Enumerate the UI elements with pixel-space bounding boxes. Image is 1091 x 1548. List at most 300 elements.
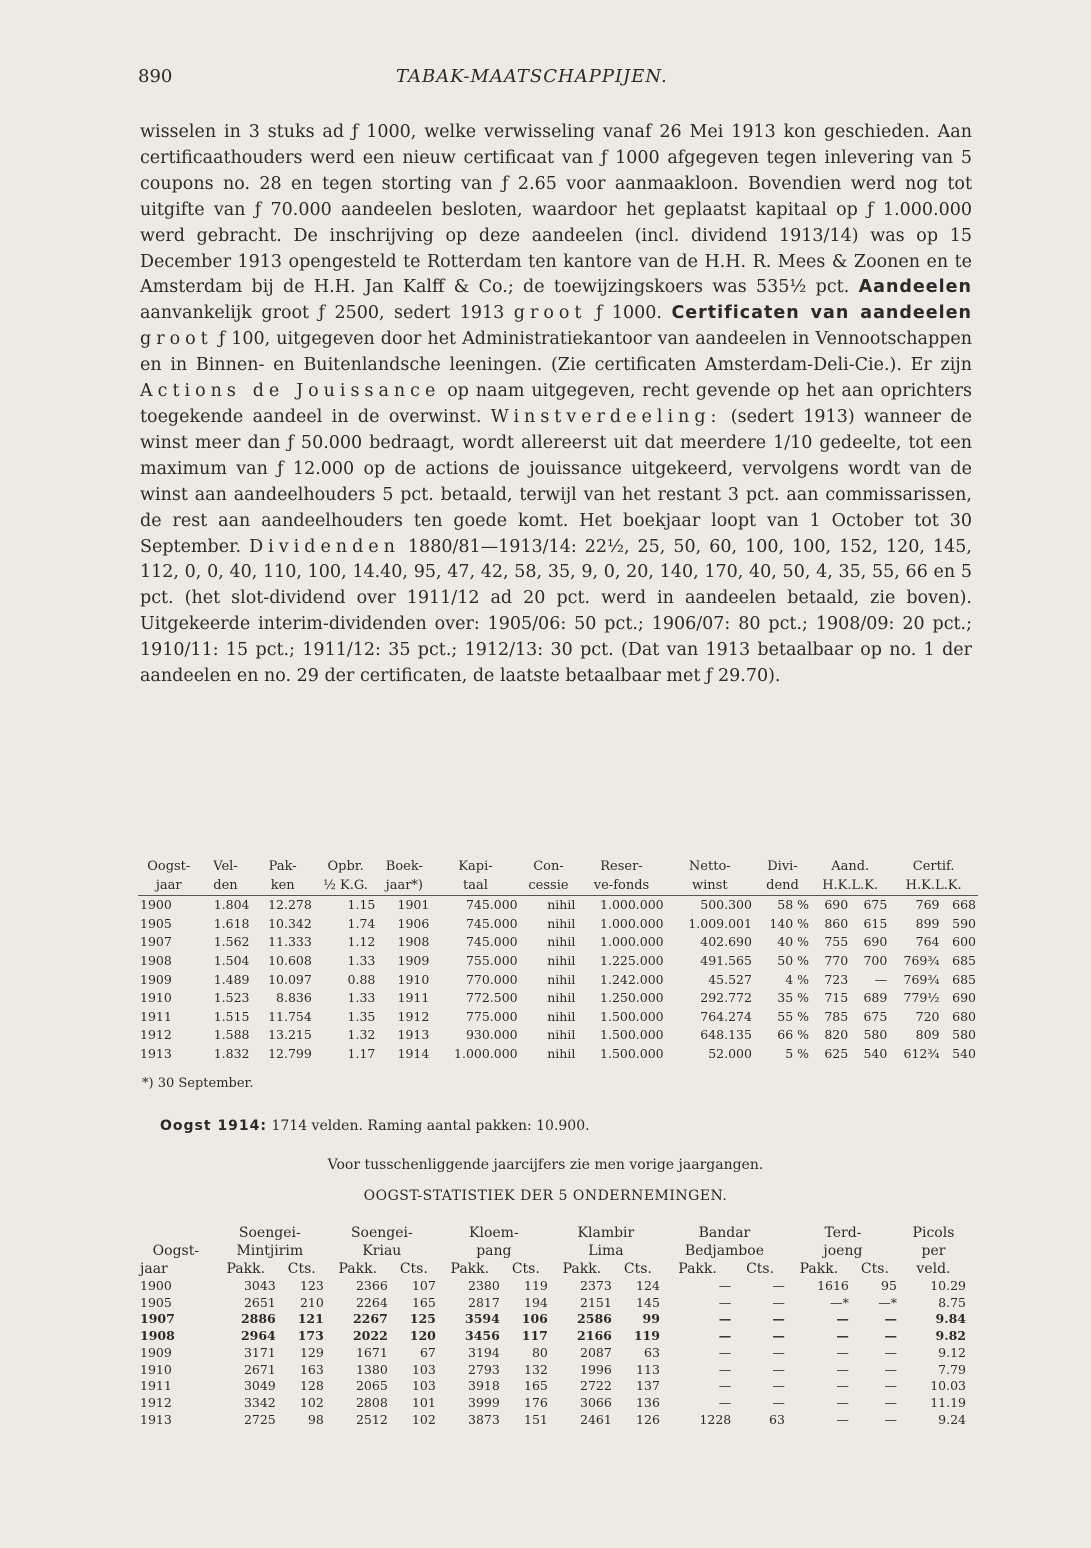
table-cell: 675 [863,1008,888,1024]
table-cell: 7.79 [938,1361,966,1377]
th-certif: Certif. [912,859,955,874]
table-cell: 1900 [140,897,172,913]
oogst-1914-label: Oogst 1914: [160,1118,268,1134]
table-cell: 1.35 [347,1008,376,1024]
table-row [138,1295,968,1312]
table-cell: 126 [636,1411,660,1427]
table-cell: 63 [644,1344,660,1360]
table-cell: 1.562 [213,934,250,950]
table-cell: 67 [419,1344,436,1360]
table-cell: 540 [863,1045,888,1061]
table-cell: 809 [915,1027,940,1043]
table-row [138,952,978,971]
th-dividend: Divi- [767,859,798,874]
table-row [138,1045,978,1064]
table-cell: — [884,1328,897,1344]
oogst-1914-text: 1714 velden. Raming aantal pakken: 10.900. [271,1118,590,1134]
table-cell: 590 [952,915,976,931]
table-cell: 690 [952,990,976,1006]
t2-th-pakk: Pakk. [450,1261,490,1277]
table-cell: — [772,1394,785,1410]
table-cell: — [718,1378,732,1394]
table-cell: — [836,1311,849,1327]
table-row [138,1378,968,1395]
jaarcijfers-note: Voor tusschenliggende jaarcijfers zie men vorige jaargangen. [327,1157,764,1173]
table-cell: 1914 [397,1045,430,1061]
body-text [140,120,972,690]
text-segment: ƒ 1000. [595,303,662,324]
table-cell: 500.300 [700,897,752,913]
company-figures-body [138,896,978,1064]
table-cell: 2817 [468,1294,500,1310]
table-cell: 99 [642,1311,660,1327]
table-cell: 8.836 [276,990,312,1006]
table-cell: — [772,1294,785,1310]
table-row [138,915,978,934]
th-kapitaal: Kapi- [458,859,493,874]
table-cell: 1.804 [213,897,250,913]
table-cell: 820 [824,1027,849,1043]
table-cell: 1908 [140,952,172,968]
t2-th-cts: Cts. [746,1261,775,1277]
table-cell: 1.489 [213,971,250,987]
table-cell: 769¾ [903,971,940,987]
table-cell: 770.000 [465,971,518,987]
table-cell: 1.500.000 [600,1008,664,1024]
t2-th-cts: Cts. [399,1261,428,1277]
running-title: TABAK-MAATSCHAPPIJEN. [396,66,668,87]
th-boekjaar: Boek- [385,859,423,874]
table-cell: —* [878,1294,897,1310]
table-cell: 540 [952,1045,976,1061]
table-cell: 764.274 [700,1008,752,1024]
table-cell: 2087 [580,1344,612,1360]
table-cell: 1909 [397,952,430,968]
table-cell: 145 [636,1294,660,1310]
table-cell: 1.504 [213,952,250,968]
th-boekjaar-2: jaar*) [377,877,431,896]
table-cell: 930.000 [465,1027,518,1043]
table-cell: 3456 [465,1328,500,1344]
dividenden-label: Dividenden [249,536,400,557]
table-cell: — [718,1344,732,1360]
table-cell: 3342 [243,1394,276,1410]
table-cell: 3999 [468,1394,500,1410]
table-cell: 140 % [769,915,810,931]
table-cell: 2373 [580,1278,612,1293]
table-cell: 690 [863,934,888,950]
table-cell: — [718,1361,732,1377]
t2-th-group-2a: Soengei- [350,1225,413,1241]
text-segment: wisselen in 3 stuks ad ƒ 1000, welke verwisseling vanaf 26 Mei 1913 kon geschieden. Aan certificaathouders werd een nieuw certificaat van ƒ 1000 afgegeven tegen inlevering van 5 coupons no. 28 en tegen storting van ƒ 2.65 voor aanmaakloon. Bovendien werd nog tot uitgifte van ƒ 70.000 aandeelen besloten, waardoor het geplaatst kapitaal op ƒ 1.000.000 werd gebracht. De inschrijving op deze aandeelen (incl. dividend 1913/14) was op 15 December 1913 opengesteld te Rotterdam ten kantore van de H.H. R. Mees & Zoonen en te Amsterdam bij de H.H. Jan Kalff & Co.; de toewijzingskoers was 535½ pct. [140,122,972,298]
table-cell: 10.608 [268,952,312,968]
table-cell: 1.242.000 [600,971,664,987]
th-velden: Vel- [213,859,238,874]
t2-th-year-a: Oogst- [152,1243,200,1259]
t2-th-group-3a: Kloem- [469,1225,519,1241]
table-cell: 55 % [777,1008,810,1024]
table-cell: — [836,1361,849,1377]
t2-th-last-b: per [921,1243,946,1259]
table-cell: 755.000 [465,952,518,968]
t2-th-group-3b: pang [476,1243,512,1259]
aandeelen-label: Aandeelen [858,277,972,298]
table-cell: 123 [299,1278,324,1293]
t2-th-pakk: Pakk. [678,1261,717,1277]
table-cell: 102 [411,1411,436,1427]
table-cell: 1907 [140,934,172,950]
table-cell: 1.515 [213,1008,250,1024]
table-cell: — [718,1394,732,1410]
table-cell: 675 [863,897,888,913]
table-cell: 2264 [355,1294,388,1310]
t2-th-pakk: Pakk. [338,1261,378,1277]
table-cell: 1380 [355,1361,388,1377]
table-cell: 860 [824,915,849,931]
table-cell: 58 % [777,897,810,913]
groot-spaced: groot [140,329,213,350]
t2-th-group-6b: joeng [823,1243,863,1259]
table-cell: nihil [547,934,576,950]
t2-th-cts: Cts. [287,1261,316,1277]
table-cell: 775.000 [465,1008,518,1024]
table-cell: 715 [824,990,849,1006]
table-cell: 1913 [140,1411,172,1427]
table-cell: 745.000 [465,934,518,950]
table-cell: 1908 [397,934,430,950]
table-cell: 8.75 [938,1294,966,1310]
table-cell: 2793 [468,1361,500,1377]
table-cell: 700 [863,952,888,968]
table-cell: 755 [824,934,849,950]
table-cell: 1910 [140,990,172,1006]
page-header [138,66,978,96]
table-cell: 690 [824,897,849,913]
t2-th-blank [138,1224,214,1242]
t2-th-cts: Cts. [860,1261,889,1277]
t2-header-row-1 [138,1224,968,1242]
table-cell: nihil [547,952,576,968]
table-cell: 745.000 [465,915,518,931]
table-cell: 3873 [468,1411,500,1427]
table-cell: — [772,1311,785,1327]
table-cell: 615 [863,915,888,931]
table-cell: 119 [524,1278,548,1293]
th-aand-2: H.K.L.K. [811,877,889,896]
table-cell: 600 [952,934,976,950]
table-cell: — [718,1311,732,1327]
th-kapitaal-2: taal [431,877,519,896]
table-cell: 1.12 [347,934,376,950]
company-figures-table [138,858,978,1064]
table-cell: 769¾ [903,952,940,968]
th-netto-2: winst [666,877,754,896]
table-row [138,1345,968,1362]
table-cell: — [884,1378,897,1394]
table-cell: 95 [881,1278,897,1293]
oogst-1914 [160,1118,590,1134]
table-cell: 1906 [397,915,430,931]
table-cell: 101 [411,1394,436,1410]
table-cell: 2725 [243,1411,276,1427]
table-cell: 1.74 [347,915,376,931]
t2-th-group-6a: Terd- [824,1225,862,1241]
t2-th-pakk: Pakk. [562,1261,602,1277]
harvest-statistics-body [138,1278,968,1428]
text-segment: ƒ 100, uitgegeven door het Administratiekantoor van aandeelen in Vennootschappen en in Binnen- en Buitenlandsche leeningen. (Zie certificaten Amsterdam-Deli-Cie.). Er zijn [140,329,972,376]
table-cell: 129 [299,1344,324,1360]
table-cell: 1905 [140,915,172,931]
table-cell: 764 [915,934,940,950]
table-cell: 3194 [468,1344,500,1360]
table-cell: 50 % [777,952,810,968]
th-opbr-2: ½ K.G. [314,877,378,896]
table-cell: 3918 [468,1378,500,1394]
table-cell: 1.17 [347,1045,376,1061]
harvest-statistics-table [138,1224,968,1428]
table-cell: 1.32 [347,1027,376,1043]
table-row [138,1311,968,1328]
table-cell: 3171 [243,1344,276,1360]
table-cell: 194 [524,1294,548,1310]
table-cell: 1912 [397,1008,430,1024]
table-cell: 98 [307,1411,324,1427]
table-cell: 173 [297,1328,324,1344]
table-cell: 10.29 [930,1278,966,1293]
table-cell: nihil [547,1008,576,1024]
page-number: 890 [138,66,173,87]
th-opbr: Opbr. [327,859,364,874]
table-cell: 10.097 [268,971,312,987]
table-header-row-2 [138,877,978,896]
groot-spaced: groot [513,303,587,324]
table-cell: 2461 [580,1411,612,1427]
t2-th-group-5a: Bandar [698,1225,751,1241]
table-cell: 2722 [580,1378,612,1394]
table-cell: 1909 [140,1344,172,1360]
table-cell: 1.33 [347,990,376,1006]
statistics-title: OOGST-STATISTIEK DER 5 ONDERNEMINGEN. [363,1188,728,1204]
table-row [138,1412,968,1429]
table-row [138,1328,968,1345]
table-cell: 1911 [397,990,430,1006]
table-cell: 1.500.000 [600,1045,664,1061]
table-cell: 1.500.000 [600,1027,664,1043]
table-cell: 3049 [243,1378,276,1394]
footnote: *) 30 September. [142,1076,254,1091]
table-cell: — [718,1278,732,1293]
table-cell: 2380 [468,1278,500,1293]
table-cell: 2267 [352,1311,388,1327]
table-cell: 1910 [397,971,430,987]
table-cell: 106 [521,1311,548,1327]
table-cell: 102 [299,1394,324,1410]
table-row [138,1278,968,1295]
table-cell: 125 [409,1311,436,1327]
table-cell: 2512 [355,1411,388,1427]
table-cell: 1900 [140,1278,172,1293]
table-cell: 625 [824,1045,849,1061]
table-row [138,933,978,952]
table-cell: 35 % [777,990,810,1006]
table-cell: — [772,1361,785,1377]
table-cell: 685 [952,971,976,987]
table-cell: 9.84 [935,1311,966,1327]
t2-header-row-3 [138,1260,968,1278]
table-cell: 745.000 [465,897,518,913]
t2-th-year-b: jaar [140,1261,168,1277]
table-cell: 11.19 [930,1394,966,1410]
table-cell: nihil [547,1045,576,1061]
table-cell: 770 [824,952,849,968]
table-cell: 117 [521,1328,548,1344]
table-cell: 1.009.001 [688,915,752,931]
t2-th-group-5b: Bedjamboe [684,1243,764,1259]
table-cell: — [884,1411,897,1427]
text-segment: aanvankelijk groot ƒ 2500, sedert 1913 [140,303,505,324]
table-cell: 1.33 [347,952,376,968]
table-row [138,971,978,990]
table-cell: nihil [547,990,576,1006]
table-cell: 9.24 [938,1411,966,1427]
table-cell: 2651 [243,1294,276,1310]
th-reserve: Reser- [600,859,643,874]
table-cell: 720 [915,1008,940,1024]
table-cell: 1.000.000 [454,1045,518,1061]
table-cell: 45.527 [708,971,752,987]
table-row [138,1362,968,1379]
table-cell: 11.754 [268,1008,312,1024]
table-cell: 1.250.000 [600,990,664,1006]
table-cell: 491.565 [700,952,752,968]
table-cell: 1907 [140,1311,175,1327]
table-cell: 40 % [777,934,810,950]
table-cell: 4 % [785,971,810,987]
table-row [138,1026,978,1045]
table-cell: 723 [824,971,849,987]
table-cell: 12.278 [268,897,312,913]
table-cell: 163 [299,1361,324,1377]
table-cell: 1.618 [213,915,250,931]
table-cell: 1912 [140,1394,172,1410]
table-cell: 668 [952,897,976,913]
table-cell: 124 [636,1278,660,1293]
table-cell: 1228 [699,1411,732,1427]
table-cell: 2886 [240,1311,276,1327]
table-cell: 1671 [355,1344,388,1360]
table-cell: 66 % [777,1027,810,1043]
t2-th-last-a: Picols [912,1225,955,1241]
table-cell: 151 [524,1411,548,1427]
table-cell: 10.03 [930,1378,966,1394]
table-cell: 3043 [243,1278,276,1293]
table-cell: 2151 [580,1294,612,1310]
table-cell: 1.523 [213,990,250,1006]
table-cell: — [718,1328,732,1344]
table-cell: 2671 [243,1361,276,1377]
table-cell: 580 [952,1027,976,1043]
table-cell: 2166 [577,1328,612,1344]
table-cell: — [836,1328,849,1344]
th-certif-2: H.K.L.K. [889,877,978,896]
th-pakken: Pak- [268,859,297,874]
table-cell: 9.12 [938,1344,966,1360]
table-cell: —* [830,1294,849,1310]
table-cell: 13.215 [268,1027,312,1043]
table-cell: 2065 [355,1378,388,1394]
table-cell: — [772,1378,785,1394]
table-row [138,1395,968,1412]
table-cell: nihil [547,971,576,987]
table-cell: 121 [297,1311,324,1327]
table-cell: — [836,1411,849,1427]
table-row [138,989,978,1008]
table-cell: 1.000.000 [600,934,664,950]
table-cell: 899 [915,915,940,931]
th-aand: Aand. [831,859,870,874]
text-segment: op naam uitgegeven, recht gevende op het aan oprichters toegekende aandeel in de overwinst. [140,381,972,427]
table-cell: 136 [636,1394,660,1410]
t2-th-group-4a: Klambir [577,1225,635,1241]
table-cell: 3066 [580,1394,612,1410]
table-cell: 10.342 [268,915,312,931]
table-cell: 5 % [785,1045,810,1061]
table-cell: 113 [636,1361,660,1377]
table-cell: 2586 [577,1311,612,1327]
th-pakken-2: ken [251,877,313,896]
table-cell: 612¾ [903,1045,940,1061]
t2-th-group-1b: Mintjirim [236,1243,304,1259]
th-concessie: Con- [533,859,564,874]
table-cell: 12.799 [268,1045,312,1061]
table-cell: 103 [411,1361,436,1377]
table-header-row-1 [138,858,978,877]
table-cell: 785 [824,1008,849,1024]
table-cell: — [836,1378,849,1394]
table-cell: 176 [524,1394,548,1410]
table-cell: 9.82 [935,1328,966,1344]
table-cell: — [884,1361,897,1377]
table-cell: 1.832 [213,1045,250,1061]
t2-th-cts: Cts. [623,1261,652,1277]
table-cell: 1616 [817,1278,849,1293]
table-cell: 137 [636,1378,660,1394]
t2-th-pakk: Pakk. [799,1261,839,1277]
table-cell: 165 [524,1378,548,1394]
table-cell: 0.88 [347,971,376,987]
th-reserve-2: ve-fonds [577,877,665,896]
table-cell: nihil [547,915,576,931]
table-cell: 648.135 [700,1027,752,1043]
text-segment: (sedert 1913) wanneer de winst meer dan ƒ 50.000 bedraagt, wordt allereerst uit dat meerdere 1/10 gedeelte, tot een maximum van ƒ 12.000 op de actions de jouissance uitgekeerd, vervolgens wordt van de winst aan aandeelhouders 5 pct. betaald, terwijl van het restant 3 pct. aan commissarissen, de rest aan aandeelhouders ten goede komt. Het boekjaar loopt van 1 October tot 30 September. [140,406,972,557]
t2-header-row-2 [138,1242,968,1260]
table-cell: 11.333 [268,934,312,950]
th-netto: Netto- [688,859,731,874]
table-cell: 80 [531,1344,548,1360]
th-dividend-2: dend [754,877,811,896]
t2-th-last-c: veld. [916,1261,951,1277]
table-cell: 680 [952,1008,976,1024]
table-cell: 3594 [465,1311,500,1327]
table-cell: 689 [863,990,888,1006]
table-cell: — [772,1344,785,1360]
table-cell: 2022 [352,1328,388,1344]
table-cell: 2964 [240,1328,276,1344]
table-cell: 1913 [397,1027,430,1043]
table-cell: 1913 [140,1045,172,1061]
table-cell: 772.500 [465,990,518,1006]
t2-th-group-4b: Lima [588,1243,624,1259]
